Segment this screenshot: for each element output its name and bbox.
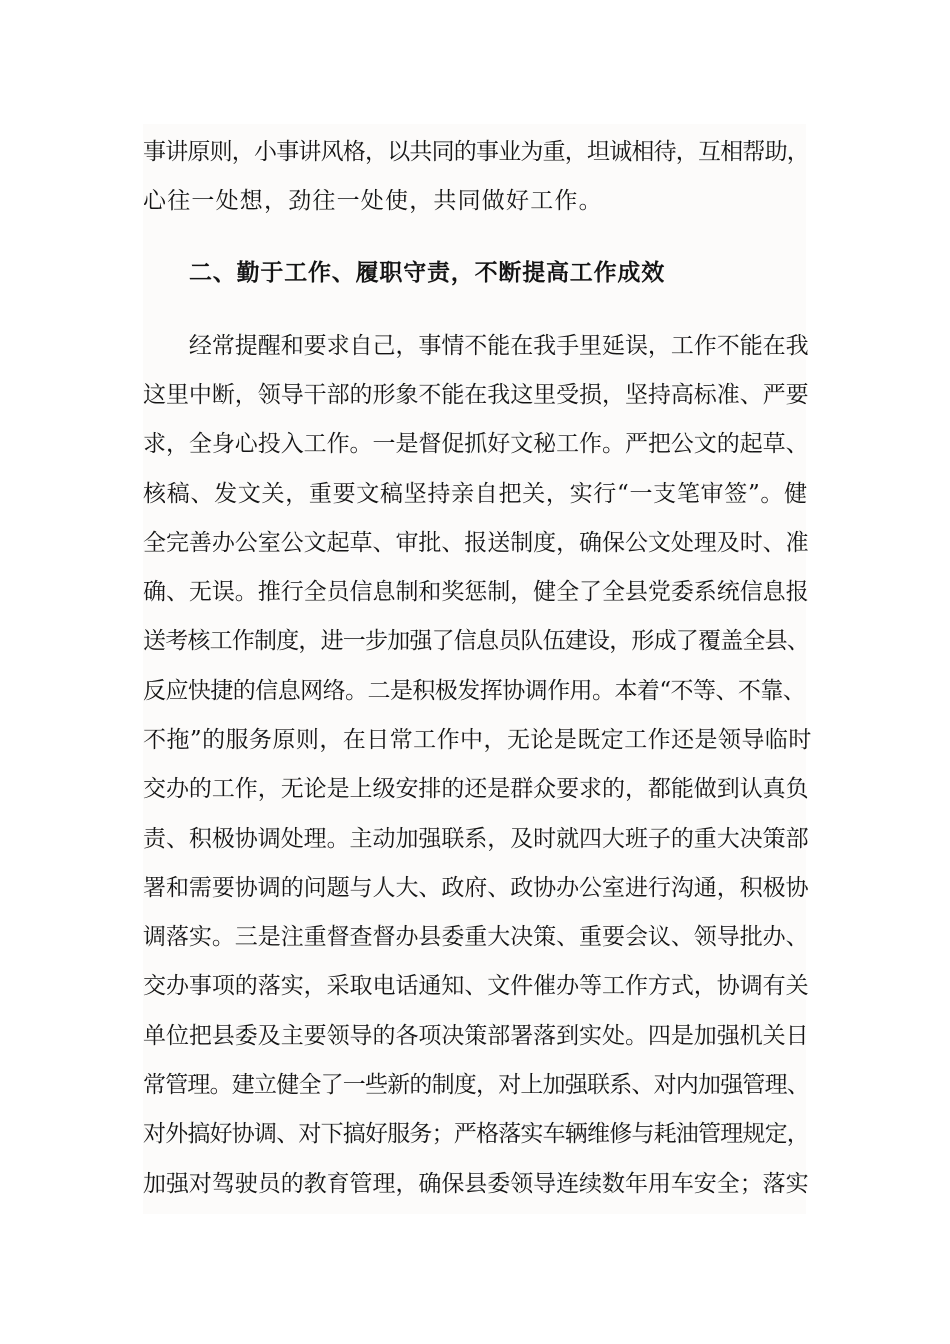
paragraph-line: 核稿、发文关，重要文稿坚持亲自把关，实行“一支笔审签”。健 xyxy=(143,481,808,507)
paragraph-line: 署和需要协调的问题与人大、政府、政协办公室进行沟通，积极协 xyxy=(143,875,809,901)
paragraph-line: 事讲原则，小事讲风格，以共同的事业为重，坦诚相待，互相帮助， xyxy=(143,139,810,165)
paragraph-line: 不拖”的服务原则，在日常工作中，无论是既定工作还是领导临时 xyxy=(143,727,812,753)
paragraph-line: 心往一处想，劲往一处使，共同做好工作。 xyxy=(143,188,603,214)
paragraph-line: 对外搞好协调、对下搞好服务；严格落实车辆维修与耗油管理规定， xyxy=(143,1121,810,1147)
paragraph-line: 加强对驾驶员的教育管理，确保县委领导连续数年用车安全；落实 xyxy=(143,1171,809,1197)
paragraph-line: 求，全身心投入工作。一是督促抓好文秘工作。严把公文的起草、 xyxy=(143,431,809,457)
paragraph-line: 反应快捷的信息网络。二是积极发挥协调作用。本着“不等、不靠、 xyxy=(143,678,806,704)
document-text-block xyxy=(143,124,812,1214)
paragraph-line: 这里中断，领导干部的形象不能在我这里受损，坚持高标准、严要 xyxy=(143,382,809,408)
paragraph-line: 调落实。三是注重督查督办县委重大决策、重要会议、领导批办、 xyxy=(143,924,809,950)
paragraph-line: 确、无误。推行全员信息制和奖惩制，健全了全县党委系统信息报 xyxy=(143,579,809,605)
paragraph-line: 责、积极协调处理。主动加强联系，及时就四大班子的重大决策部 xyxy=(143,826,809,852)
paragraph-line: 常管理。建立健全了一些新的制度，对上加强联系、对内加强管理、 xyxy=(143,1072,810,1098)
paragraph-line: 交办事项的落实，采取电话通知、文件催办等工作方式，协调有关 xyxy=(143,973,809,999)
paragraph-line: 送考核工作制度，进一步加强了信息员队伍建设，形成了覆盖全县、 xyxy=(143,628,810,654)
paragraph-line: 经常提醒和要求自己，事情不能在我手里延误，工作不能在我 xyxy=(143,333,809,359)
paragraph-line: 交办的工作，无论是上级安排的还是群众要求的，都能做到认真负 xyxy=(143,776,809,802)
paragraph-line: 单位把县委及主要领导的各项决策部署落到实处。四是加强机关日 xyxy=(143,1023,809,1049)
section-heading: 二、勤于工作、履职守责，不断提高工作成效 xyxy=(189,260,665,286)
paragraph-line: 全完善办公室公文起草、审批、报送制度，确保公文处理及时、准 xyxy=(143,530,809,556)
